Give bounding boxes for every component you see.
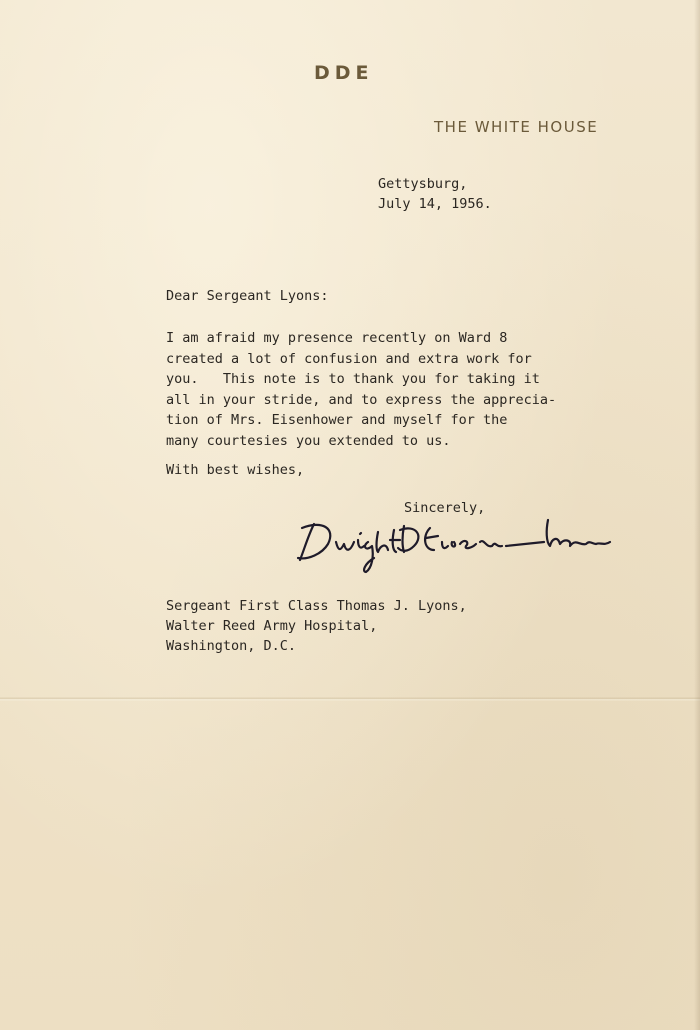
letter-body [166, 328, 556, 451]
sign-off: Sincerely, [404, 500, 486, 516]
dateline-city: Gettysburg, [378, 176, 468, 192]
paper-fold-line [0, 697, 700, 701]
recipient-line: Sergeant First Class Thomas J. Lyons, [166, 598, 467, 614]
recipient-line: Walter Reed Army Hospital, [166, 618, 378, 634]
body-line: many courtesies you extended to us. [166, 432, 451, 449]
body-line: tion of Mrs. Eisenhower and myself for the [166, 412, 508, 428]
recipient-address [166, 596, 467, 656]
body-line: I am afraid my presence recently on Ward 8 [166, 330, 508, 346]
paper-edge-shadow [694, 0, 700, 1030]
dateline-date: July 14, 1956. [378, 196, 492, 212]
recipient-line: Washington, D.C. [166, 638, 297, 654]
closing-wishes: With best wishes, [166, 462, 305, 478]
dateline [378, 174, 492, 214]
body-line: you. This note is to thank you for taking it [166, 371, 540, 387]
body-line: created a lot of confusion and extra work for [166, 350, 532, 367]
body-line: all in your stride, and to express the apprecia- [166, 391, 557, 408]
letterhead-place: THE WHITE HOUSE [434, 118, 599, 136]
handwritten-signature [292, 506, 622, 578]
salutation: Dear Sergeant Lyons: [166, 288, 329, 304]
letterhead-monogram: DDE [314, 62, 374, 84]
